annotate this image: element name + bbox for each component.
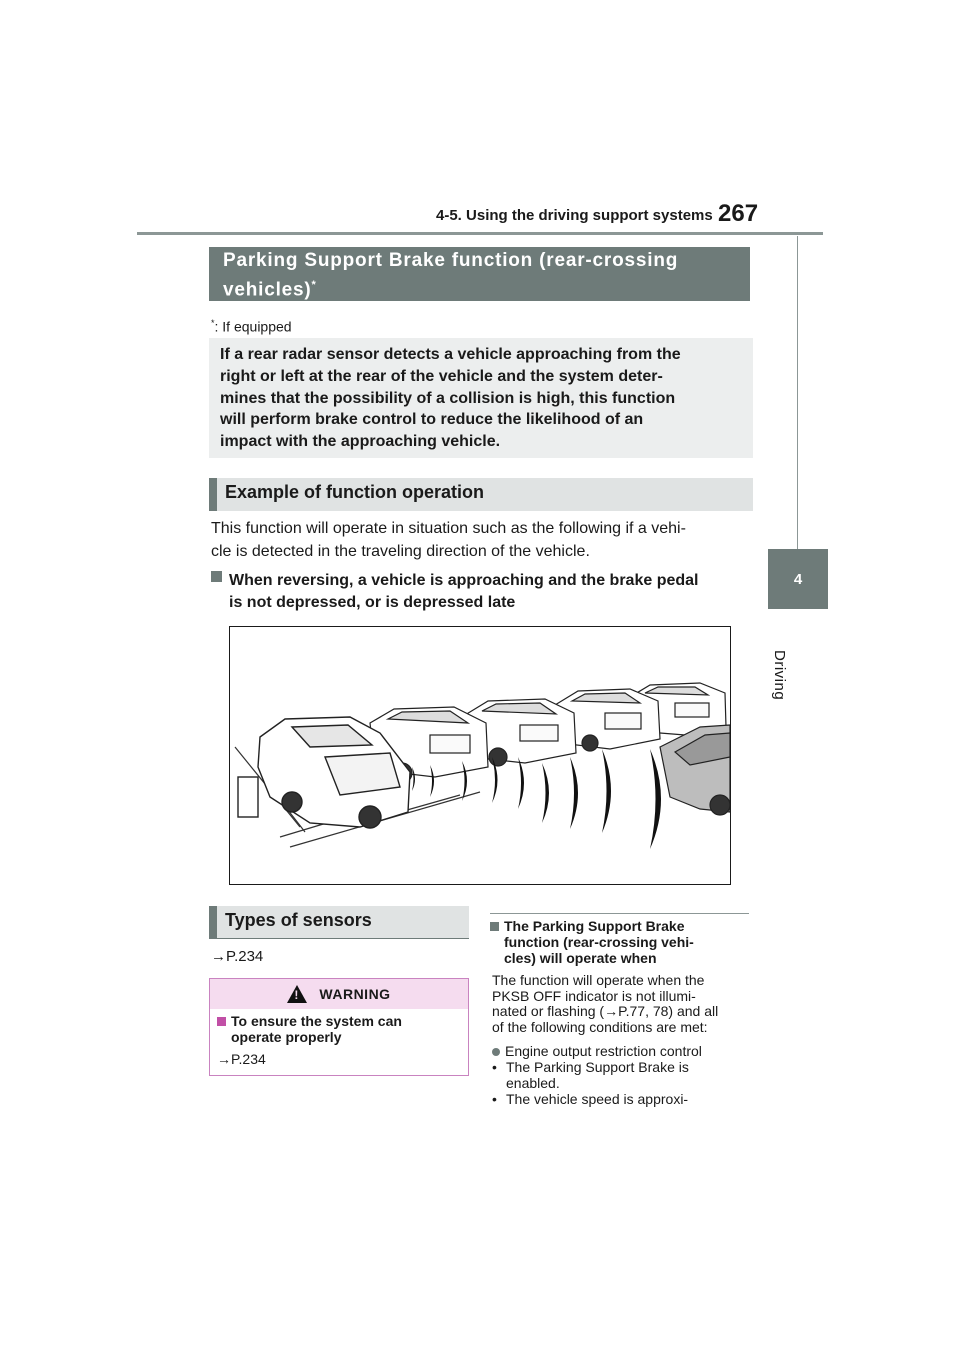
rc-para-line: nated or flashing (→P.77, 78) and all (492, 1003, 719, 1020)
intro-box (209, 338, 753, 458)
warning-subheading (217, 1013, 457, 1045)
warning-box (209, 978, 469, 1076)
warning-sub-line: operate properly (231, 1029, 342, 1045)
chapter-number: 4 (793, 570, 803, 588)
section-title-mark: * (311, 279, 317, 291)
list-item-line: enabled. (506, 1074, 560, 1091)
section-title (209, 247, 750, 301)
rc-heading-line: function (rear-crossing vehi- (504, 934, 694, 950)
right-column-heading (490, 918, 749, 966)
warning-sub-line: To ensure the system can (231, 1013, 402, 1029)
chapter-label: Driving (771, 650, 788, 701)
footnote-mark: * (211, 318, 215, 328)
section-title-line2: vehicles) (223, 279, 312, 301)
condition-line: When reversing, a vehicle is approaching and the brake pedal (229, 572, 699, 589)
types-heading: Types of sensors (209, 906, 469, 939)
side-rule (797, 236, 798, 550)
right-column-paragraph (492, 973, 754, 1035)
section-title-line1: Parking Support Brake function (rear-crossing (223, 250, 679, 271)
example-line: This function will operate in situation such as the following if a vehi- (211, 520, 686, 537)
types-page-reference[interactable]: →P.234 (211, 948, 264, 965)
list-item-line: The vehicle speed is approxi- (506, 1091, 689, 1107)
square-bullet-icon (217, 1017, 226, 1026)
example-heading: Example of function operation (209, 478, 753, 511)
section-header: 4-5. Using the driving support systems (436, 207, 713, 224)
page-number: 267 (718, 200, 759, 227)
square-bullet-icon (211, 571, 222, 582)
warning-header (210, 979, 468, 1009)
rc-para-line: PKSB OFF indicator is not illumi- (492, 987, 696, 1004)
intro-line: impact with the approaching vehicle. (220, 433, 501, 451)
right-column-bullet (492, 1044, 754, 1060)
footnote (211, 318, 292, 335)
condition-heading (211, 567, 756, 614)
list-item-line: The Parking Support Brake is (506, 1059, 689, 1075)
example-paragraph (211, 518, 756, 563)
list-item (492, 1060, 754, 1091)
square-bullet-icon (490, 922, 499, 931)
list-item-mark: • (492, 1059, 497, 1075)
approaching-car (660, 725, 730, 815)
warning-page-reference[interactable]: →P.234 (217, 1051, 266, 1067)
parking-scene-illustration (230, 627, 730, 884)
round-bullet-icon (492, 1048, 500, 1056)
intro-line: right or left at the rear of the vehicle and the system deter- (220, 367, 663, 385)
rc-heading-line: The Parking Support Brake (504, 918, 685, 934)
condition-line: is not depressed, or is depressed late (229, 594, 516, 611)
rc-para-line: The function will operate when the (492, 972, 705, 988)
chapter-tab[interactable] (768, 549, 828, 609)
warning-triangle-icon: ! (287, 985, 307, 1003)
example-line: cle is detected in the traveling direction of the vehicle. (211, 542, 590, 560)
list-item-mark: • (492, 1091, 497, 1107)
warning-title: WARNING (319, 986, 391, 1002)
illustration-frame (229, 626, 731, 885)
header-rule (137, 232, 823, 235)
list-item (492, 1092, 754, 1108)
rc-bullet-text: Engine output restriction control (505, 1043, 702, 1059)
rc-para-line: of the following conditions are met: (492, 1018, 708, 1035)
intro-line: mines that the possibility of a collision is high, this function (220, 389, 676, 407)
rc-heading-line: cles) will operate when (504, 950, 657, 966)
footnote-text: : If equipped (214, 318, 292, 335)
intro-line: will perform brake control to reduce the likelihood of an (220, 411, 644, 429)
right-column-rule (490, 913, 749, 914)
intro-line: If a rear radar sensor detects a vehicle approaching from the (220, 346, 681, 363)
